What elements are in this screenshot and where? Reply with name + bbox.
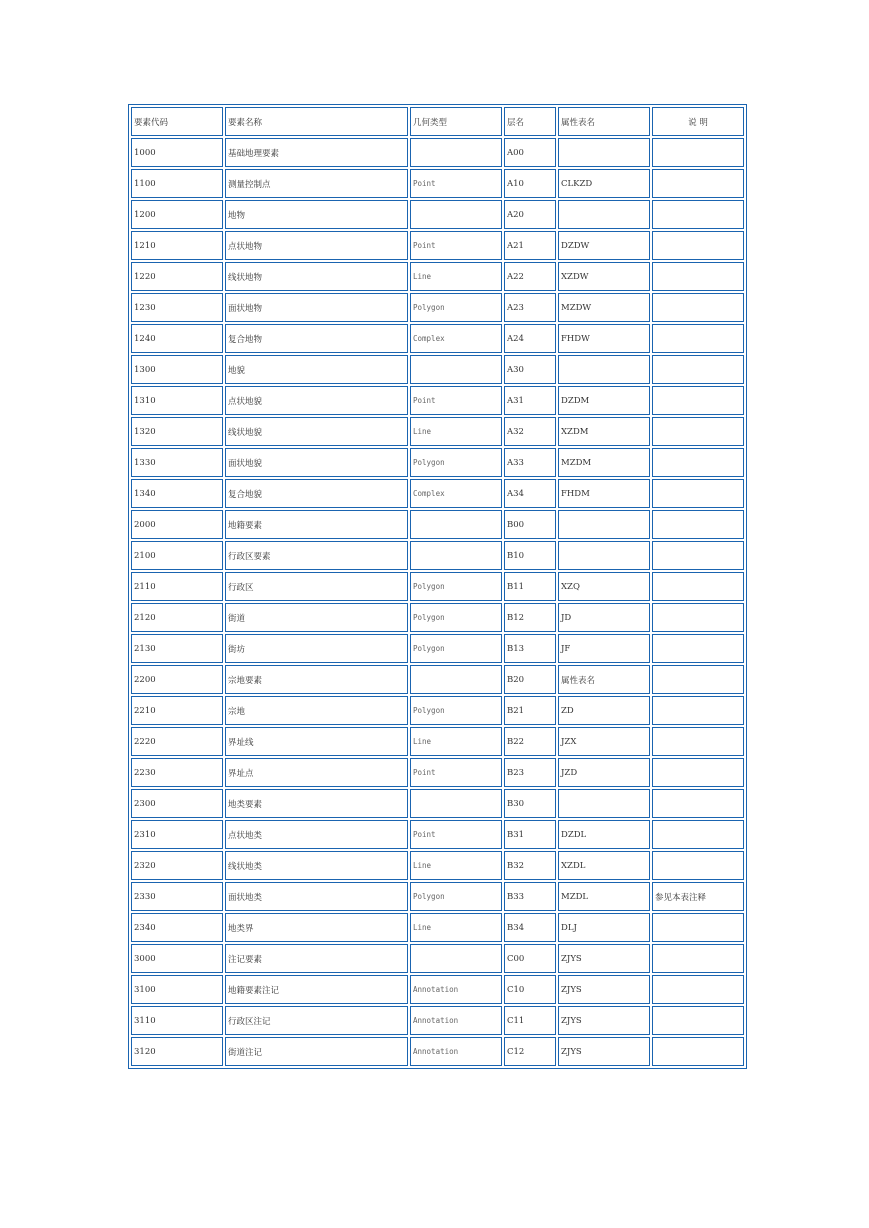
cell-feature-code: 1210 bbox=[131, 231, 223, 260]
cell-feature-code: 1220 bbox=[131, 262, 223, 291]
cell-attribute-table: DZDM bbox=[558, 386, 650, 415]
cell-feature-code: 2300 bbox=[131, 789, 223, 818]
cell-description bbox=[652, 417, 744, 446]
cell-layer-name: B12 bbox=[504, 603, 556, 632]
cell-layer-name: B22 bbox=[504, 727, 556, 756]
cell-description: 参见本表注释 bbox=[652, 882, 744, 911]
cell-feature-code: 2310 bbox=[131, 820, 223, 849]
cell-layer-name: B23 bbox=[504, 758, 556, 787]
cell-geometry-type: Point bbox=[410, 386, 502, 415]
cell-layer-name: B31 bbox=[504, 820, 556, 849]
cell-feature-code: 1230 bbox=[131, 293, 223, 322]
cell-geometry-type: Line bbox=[410, 727, 502, 756]
cell-layer-name: B00 bbox=[504, 510, 556, 539]
cell-attribute-table: FHDW bbox=[558, 324, 650, 353]
cell-feature-name: 地籍要素 bbox=[225, 510, 408, 539]
table-row bbox=[131, 479, 744, 508]
cell-feature-code: 2220 bbox=[131, 727, 223, 756]
cell-attribute-table bbox=[558, 510, 650, 539]
table-row bbox=[131, 541, 744, 570]
cell-feature-code: 1340 bbox=[131, 479, 223, 508]
table-row bbox=[131, 448, 744, 477]
header-description: 说 明 bbox=[652, 107, 744, 136]
cell-description bbox=[652, 355, 744, 384]
cell-geometry-type bbox=[410, 510, 502, 539]
cell-layer-name: A31 bbox=[504, 386, 556, 415]
header-feature-name: 要素名称 bbox=[225, 107, 408, 136]
cell-geometry-type: Line bbox=[410, 851, 502, 880]
cell-layer-name: A24 bbox=[504, 324, 556, 353]
table-row bbox=[131, 634, 744, 663]
cell-description bbox=[652, 1006, 744, 1035]
cell-geometry-type: Complex bbox=[410, 324, 502, 353]
cell-geometry-type bbox=[410, 789, 502, 818]
cell-feature-name: 地籍要素注记 bbox=[225, 975, 408, 1004]
cell-attribute-table: 属性表名 bbox=[558, 665, 650, 694]
cell-geometry-type: Point bbox=[410, 758, 502, 787]
table-row bbox=[131, 913, 744, 942]
cell-feature-name: 基础地理要素 bbox=[225, 138, 408, 167]
table-row bbox=[131, 696, 744, 725]
cell-geometry-type bbox=[410, 944, 502, 973]
table-row bbox=[131, 820, 744, 849]
cell-feature-name: 界址线 bbox=[225, 727, 408, 756]
cell-attribute-table: XZDW bbox=[558, 262, 650, 291]
table-row bbox=[131, 572, 744, 601]
cell-feature-name: 复合地貌 bbox=[225, 479, 408, 508]
cell-feature-name: 宗地 bbox=[225, 696, 408, 725]
cell-attribute-table: JZX bbox=[558, 727, 650, 756]
cell-feature-name: 行政区 bbox=[225, 572, 408, 601]
header-geometry-type: 几何类型 bbox=[410, 107, 502, 136]
cell-feature-name: 宗地要素 bbox=[225, 665, 408, 694]
cell-feature-code: 2330 bbox=[131, 882, 223, 911]
cell-feature-code: 2320 bbox=[131, 851, 223, 880]
cell-feature-name: 线状地类 bbox=[225, 851, 408, 880]
cell-feature-code: 1320 bbox=[131, 417, 223, 446]
cell-attribute-table: XZQ bbox=[558, 572, 650, 601]
cell-layer-name: C10 bbox=[504, 975, 556, 1004]
table-row bbox=[131, 138, 744, 167]
cell-layer-name: A21 bbox=[504, 231, 556, 260]
feature-code-table bbox=[128, 104, 747, 1069]
cell-attribute-table: ZJYS bbox=[558, 944, 650, 973]
cell-geometry-type: Complex bbox=[410, 479, 502, 508]
cell-feature-name: 街坊 bbox=[225, 634, 408, 663]
cell-attribute-table: XZDM bbox=[558, 417, 650, 446]
cell-feature-code: 2130 bbox=[131, 634, 223, 663]
cell-description bbox=[652, 758, 744, 787]
cell-layer-name: A23 bbox=[504, 293, 556, 322]
cell-description bbox=[652, 851, 744, 880]
header-attribute-table: 属性表名 bbox=[558, 107, 650, 136]
table-row bbox=[131, 417, 744, 446]
cell-geometry-type: Line bbox=[410, 913, 502, 942]
cell-geometry-type bbox=[410, 200, 502, 229]
cell-geometry-type: Polygon bbox=[410, 448, 502, 477]
cell-description bbox=[652, 696, 744, 725]
cell-attribute-table bbox=[558, 541, 650, 570]
cell-attribute-table bbox=[558, 138, 650, 167]
cell-layer-name: B10 bbox=[504, 541, 556, 570]
cell-feature-name: 地貌 bbox=[225, 355, 408, 384]
cell-geometry-type: Polygon bbox=[410, 634, 502, 663]
cell-feature-code: 2120 bbox=[131, 603, 223, 632]
table-row bbox=[131, 1037, 744, 1066]
cell-geometry-type: Polygon bbox=[410, 603, 502, 632]
cell-description bbox=[652, 262, 744, 291]
cell-description bbox=[652, 541, 744, 570]
cell-layer-name: B34 bbox=[504, 913, 556, 942]
cell-description bbox=[652, 293, 744, 322]
cell-description bbox=[652, 386, 744, 415]
table-row bbox=[131, 510, 744, 539]
cell-layer-name: B21 bbox=[504, 696, 556, 725]
cell-layer-name: A20 bbox=[504, 200, 556, 229]
cell-geometry-type: Polygon bbox=[410, 882, 502, 911]
cell-layer-name: A10 bbox=[504, 169, 556, 198]
cell-description bbox=[652, 138, 744, 167]
cell-feature-name: 地类要素 bbox=[225, 789, 408, 818]
cell-attribute-table: ZJYS bbox=[558, 1006, 650, 1035]
table-row bbox=[131, 727, 744, 756]
cell-geometry-type bbox=[410, 541, 502, 570]
cell-layer-name: A30 bbox=[504, 355, 556, 384]
cell-description bbox=[652, 510, 744, 539]
cell-feature-code: 2100 bbox=[131, 541, 223, 570]
cell-attribute-table: ZJYS bbox=[558, 975, 650, 1004]
cell-feature-name: 点状地貌 bbox=[225, 386, 408, 415]
cell-feature-code: 3000 bbox=[131, 944, 223, 973]
cell-description bbox=[652, 913, 744, 942]
table-row bbox=[131, 386, 744, 415]
cell-feature-code: 1240 bbox=[131, 324, 223, 353]
cell-feature-code: 2340 bbox=[131, 913, 223, 942]
table-row bbox=[131, 293, 744, 322]
cell-feature-name: 街道 bbox=[225, 603, 408, 632]
table-row bbox=[131, 1006, 744, 1035]
cell-attribute-table: DLJ bbox=[558, 913, 650, 942]
cell-attribute-table: CLKZD bbox=[558, 169, 650, 198]
table-row bbox=[131, 665, 744, 694]
table-body bbox=[131, 138, 744, 1066]
cell-feature-name: 复合地物 bbox=[225, 324, 408, 353]
cell-feature-name: 点状地类 bbox=[225, 820, 408, 849]
cell-geometry-type bbox=[410, 138, 502, 167]
table-row bbox=[131, 882, 744, 911]
cell-geometry-type bbox=[410, 665, 502, 694]
cell-description bbox=[652, 324, 744, 353]
cell-layer-name: B32 bbox=[504, 851, 556, 880]
cell-layer-name: A00 bbox=[504, 138, 556, 167]
cell-description bbox=[652, 603, 744, 632]
cell-geometry-type: Polygon bbox=[410, 696, 502, 725]
cell-feature-name: 面状地貌 bbox=[225, 448, 408, 477]
cell-feature-code: 2200 bbox=[131, 665, 223, 694]
cell-description bbox=[652, 169, 744, 198]
cell-layer-name: A33 bbox=[504, 448, 556, 477]
cell-geometry-type: Annotation bbox=[410, 1006, 502, 1035]
cell-geometry-type bbox=[410, 355, 502, 384]
cell-geometry-type: Line bbox=[410, 417, 502, 446]
cell-feature-name: 线状地物 bbox=[225, 262, 408, 291]
cell-feature-code: 3120 bbox=[131, 1037, 223, 1066]
cell-geometry-type: Point bbox=[410, 231, 502, 260]
cell-description bbox=[652, 479, 744, 508]
cell-feature-code: 1310 bbox=[131, 386, 223, 415]
cell-feature-code: 2000 bbox=[131, 510, 223, 539]
cell-feature-name: 测量控制点 bbox=[225, 169, 408, 198]
cell-description bbox=[652, 572, 744, 601]
cell-geometry-type: Annotation bbox=[410, 1037, 502, 1066]
table-row bbox=[131, 944, 744, 973]
cell-geometry-type: Annotation bbox=[410, 975, 502, 1004]
header-layer-name: 层名 bbox=[504, 107, 556, 136]
cell-attribute-table: XZDL bbox=[558, 851, 650, 880]
cell-description bbox=[652, 1037, 744, 1066]
cell-feature-code: 3100 bbox=[131, 975, 223, 1004]
cell-description bbox=[652, 789, 744, 818]
cell-geometry-type: Line bbox=[410, 262, 502, 291]
table-row bbox=[131, 603, 744, 632]
cell-attribute-table: FHDM bbox=[558, 479, 650, 508]
table-row bbox=[131, 789, 744, 818]
cell-description bbox=[652, 820, 744, 849]
cell-feature-name: 地物 bbox=[225, 200, 408, 229]
cell-description bbox=[652, 448, 744, 477]
cell-feature-code: 1200 bbox=[131, 200, 223, 229]
cell-geometry-type: Point bbox=[410, 169, 502, 198]
cell-layer-name: B30 bbox=[504, 789, 556, 818]
cell-attribute-table: JZD bbox=[558, 758, 650, 787]
table-row bbox=[131, 975, 744, 1004]
cell-description bbox=[652, 944, 744, 973]
cell-layer-name: C11 bbox=[504, 1006, 556, 1035]
cell-feature-name: 面状地类 bbox=[225, 882, 408, 911]
table-row bbox=[131, 262, 744, 291]
cell-description bbox=[652, 665, 744, 694]
cell-feature-code: 2110 bbox=[131, 572, 223, 601]
table-row bbox=[131, 200, 744, 229]
cell-feature-name: 注记要素 bbox=[225, 944, 408, 973]
cell-attribute-table: DZDW bbox=[558, 231, 650, 260]
cell-attribute-table: JF bbox=[558, 634, 650, 663]
cell-feature-name: 街道注记 bbox=[225, 1037, 408, 1066]
cell-attribute-table bbox=[558, 355, 650, 384]
cell-layer-name: B11 bbox=[504, 572, 556, 601]
cell-attribute-table: ZJYS bbox=[558, 1037, 650, 1066]
cell-feature-name: 线状地貌 bbox=[225, 417, 408, 446]
cell-layer-name: A34 bbox=[504, 479, 556, 508]
cell-feature-code: 1330 bbox=[131, 448, 223, 477]
header-feature-code: 要素代码 bbox=[131, 107, 223, 136]
cell-geometry-type: Point bbox=[410, 820, 502, 849]
table-row bbox=[131, 355, 744, 384]
cell-layer-name: C00 bbox=[504, 944, 556, 973]
cell-attribute-table: JD bbox=[558, 603, 650, 632]
cell-feature-code: 1300 bbox=[131, 355, 223, 384]
table-header-row bbox=[131, 107, 744, 136]
cell-layer-name: C12 bbox=[504, 1037, 556, 1066]
cell-description bbox=[652, 200, 744, 229]
cell-attribute-table: MZDM bbox=[558, 448, 650, 477]
cell-description bbox=[652, 231, 744, 260]
cell-attribute-table: MZDW bbox=[558, 293, 650, 322]
table-row bbox=[131, 231, 744, 260]
table-row bbox=[131, 758, 744, 787]
cell-description bbox=[652, 634, 744, 663]
cell-feature-code: 1000 bbox=[131, 138, 223, 167]
cell-feature-code: 2210 bbox=[131, 696, 223, 725]
cell-geometry-type: Polygon bbox=[410, 293, 502, 322]
cell-description bbox=[652, 727, 744, 756]
cell-attribute-table: MZDL bbox=[558, 882, 650, 911]
cell-feature-name: 行政区注记 bbox=[225, 1006, 408, 1035]
cell-description bbox=[652, 975, 744, 1004]
cell-feature-name: 点状地物 bbox=[225, 231, 408, 260]
cell-feature-name: 面状地物 bbox=[225, 293, 408, 322]
cell-feature-code: 3110 bbox=[131, 1006, 223, 1035]
table-row bbox=[131, 851, 744, 880]
cell-feature-name: 地类界 bbox=[225, 913, 408, 942]
cell-attribute-table: DZDL bbox=[558, 820, 650, 849]
cell-geometry-type: Polygon bbox=[410, 572, 502, 601]
cell-attribute-table: ZD bbox=[558, 696, 650, 725]
cell-layer-name: B33 bbox=[504, 882, 556, 911]
table-row bbox=[131, 169, 744, 198]
cell-layer-name: B20 bbox=[504, 665, 556, 694]
table-row bbox=[131, 324, 744, 353]
cell-feature-code: 2230 bbox=[131, 758, 223, 787]
cell-feature-code: 1100 bbox=[131, 169, 223, 198]
cell-feature-name: 行政区要素 bbox=[225, 541, 408, 570]
cell-feature-name: 界址点 bbox=[225, 758, 408, 787]
cell-attribute-table bbox=[558, 789, 650, 818]
cell-attribute-table bbox=[558, 200, 650, 229]
cell-layer-name: B13 bbox=[504, 634, 556, 663]
cell-layer-name: A32 bbox=[504, 417, 556, 446]
cell-layer-name: A22 bbox=[504, 262, 556, 291]
